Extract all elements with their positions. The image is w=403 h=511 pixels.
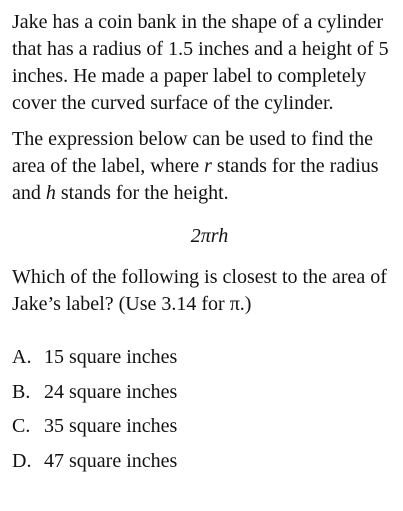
choice-letter: B. xyxy=(12,380,31,403)
choice-text: 47 square inches xyxy=(44,449,178,472)
paragraph-2-start: The expression below can be used to find the area of the label, where xyxy=(12,128,374,177)
answer-choice-a[interactable] xyxy=(12,340,395,375)
answer-choices xyxy=(12,340,395,478)
question-paragraph-3: Which of the following is closest to the area of Jake’s label? (Use 3.14 for π.) xyxy=(12,266,387,315)
question-paragraph-1: Jake has a coin bank in the shape of a cylinder that has a radius of 1.5 inches and a height of 5 inches. He made a paper label to completely cover the curved surface of the cylinder. xyxy=(12,11,389,114)
question-paragraph-2 xyxy=(12,126,395,207)
choice-letter: A. xyxy=(12,346,32,368)
answer-choice-d[interactable] xyxy=(12,444,395,479)
variable-h: h xyxy=(45,182,56,204)
choice-text: 15 square inches xyxy=(44,346,178,368)
paragraph-2-mid: stands for the radius and xyxy=(12,155,379,204)
answer-choice-b[interactable] xyxy=(12,375,395,410)
expression: 2πrh xyxy=(190,225,229,247)
paragraph-2-end: stands for the height. xyxy=(60,182,229,204)
choice-letter: C. xyxy=(12,415,31,437)
answer-choice-c[interactable] xyxy=(12,409,395,444)
choice-letter: D. xyxy=(12,449,32,472)
choice-text: 35 square inches xyxy=(44,415,178,437)
variable-r: r xyxy=(204,155,212,177)
choice-text: 24 square inches xyxy=(44,380,178,403)
